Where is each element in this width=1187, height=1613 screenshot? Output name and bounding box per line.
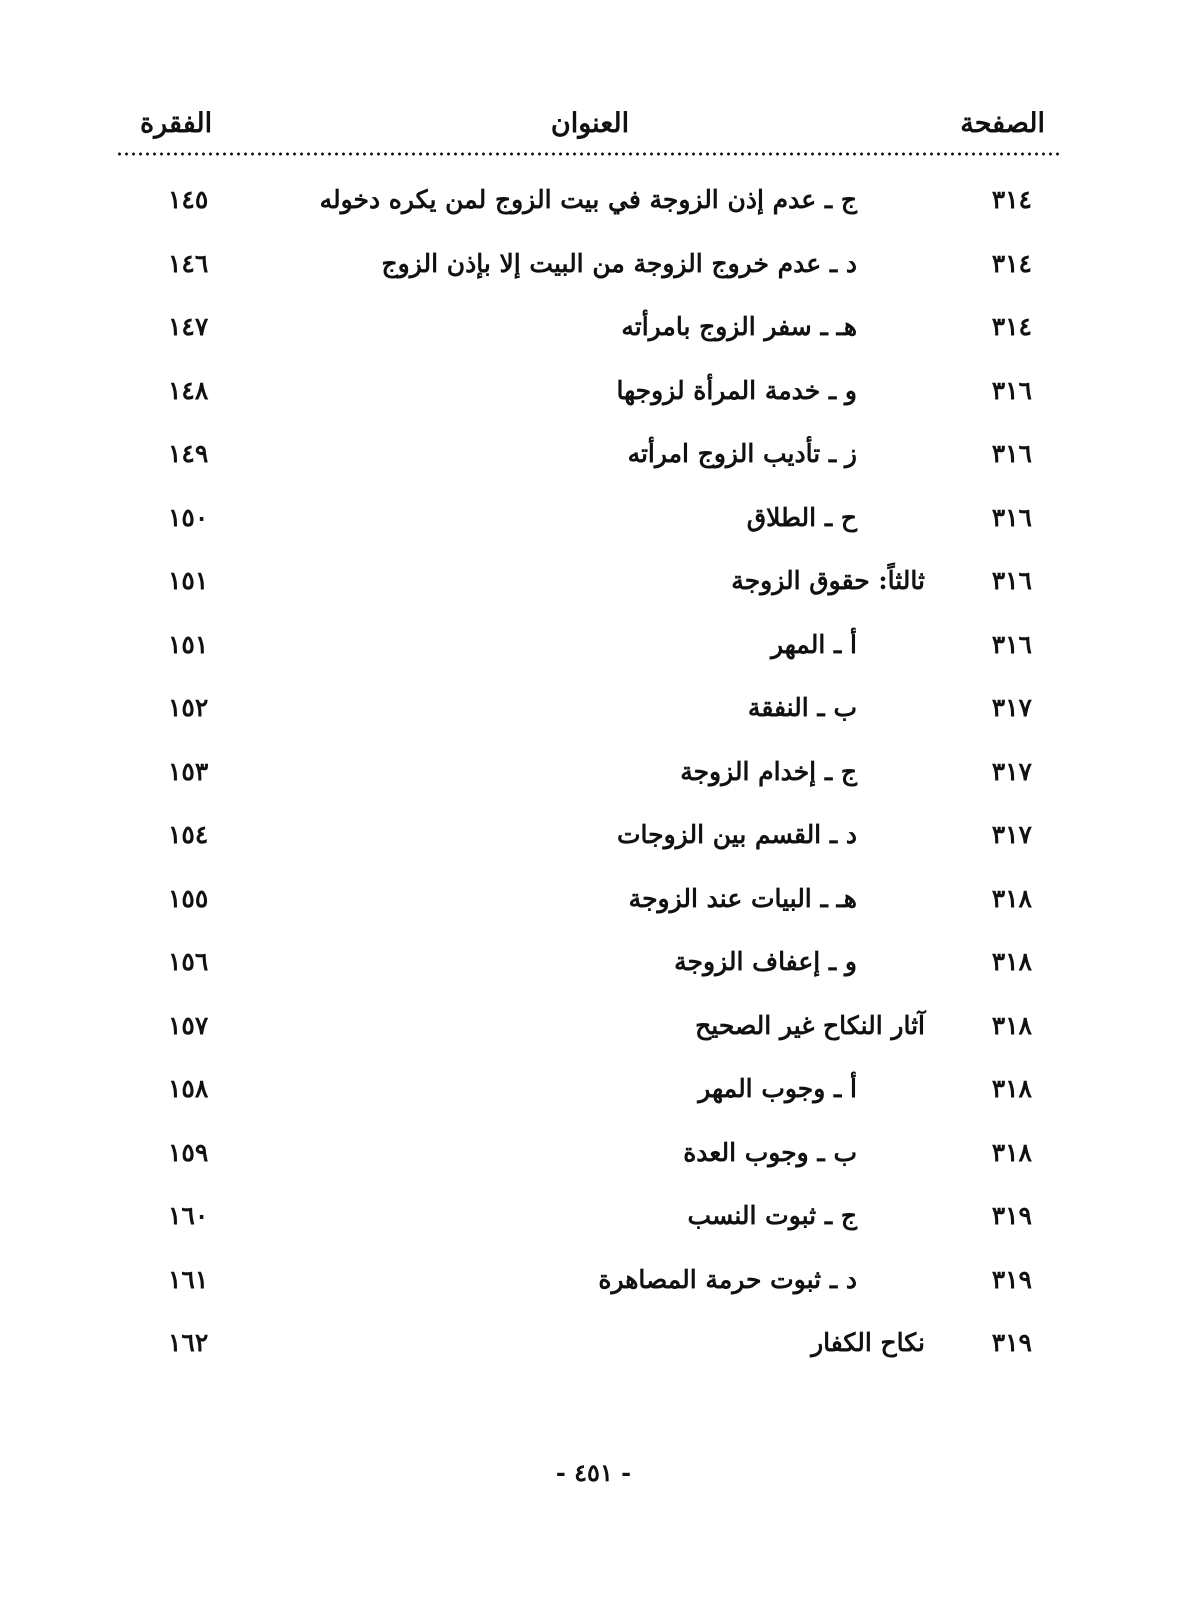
toc-paragraph-number: ١٤٧: [168, 312, 209, 341]
toc-paragraph-number: ١٥٨: [168, 1074, 209, 1103]
toc-paragraph-number: ١٥٧: [168, 1010, 209, 1040]
toc-page-number: ٣١٦: [991, 375, 1032, 405]
toc-page-number: ٣١٧: [991, 756, 1032, 786]
toc-entry-title: د ـ ثبوت حرمة المصاهرة: [598, 1264, 857, 1294]
toc-paragraph-number: ١٥٥: [168, 883, 209, 913]
toc-entry-title: و ـ إعفاف الزوجة: [674, 947, 857, 976]
toc-page-number: ٣١٦: [991, 439, 1032, 468]
toc-row: [0, 503, 1187, 567]
toc-page-number: ٣١٩: [991, 1328, 1032, 1357]
toc-entry-title: آثار النكاح غير الصحيح: [695, 1010, 925, 1040]
toc-entry-title: هـ ـ سفر الزوج بامرأته: [621, 312, 857, 341]
toc-row: [0, 1074, 1187, 1138]
toc-row: [0, 185, 1187, 249]
toc-entry-title: أ ـ وجوب المهر: [698, 1074, 857, 1103]
toc-page-number: ٣١٧: [991, 820, 1032, 849]
toc-row: [0, 630, 1187, 694]
toc-paragraph-number: ١٥٠: [168, 502, 209, 532]
toc-page-number: ٣١٨: [991, 1074, 1032, 1103]
toc-page-number: ٣١٨: [991, 1010, 1032, 1040]
toc-page-number: ٣١٦: [991, 629, 1032, 659]
toc-entry-title: د ـ القسم بين الزوجات: [617, 820, 857, 849]
toc-page-number: ٣١٦: [991, 502, 1032, 532]
toc-paragraph-number: ١٥٦: [168, 947, 209, 976]
toc-paragraph-number: ١٤٩: [168, 439, 209, 468]
toc-row: [0, 947, 1187, 1011]
toc-row: [0, 566, 1187, 630]
toc-row: [0, 884, 1187, 948]
toc-paragraph-number: ١٥٢: [168, 693, 209, 722]
toc-paragraph-number: ١٥٩: [168, 1137, 209, 1167]
toc-paragraph-number: ١٥١: [168, 566, 209, 595]
table-of-contents: [0, 185, 1187, 1392]
toc-page-number: ٣١٨: [991, 947, 1032, 976]
toc-row: [0, 249, 1187, 313]
toc-entry-title: ز ـ تأديب الزوج امرأته: [627, 439, 857, 468]
toc-row: [0, 439, 1187, 503]
toc-row: [0, 376, 1187, 440]
toc-row: [0, 1265, 1187, 1329]
toc-row: [0, 1138, 1187, 1202]
toc-row: [0, 693, 1187, 757]
header-title-label: العنوان: [550, 108, 630, 139]
toc-row: [0, 757, 1187, 821]
header-paragraph-label: الفقرة: [140, 108, 213, 139]
toc-paragraph-number: ١٤٥: [168, 185, 209, 214]
toc-paragraph-number: ١٦١: [168, 1264, 209, 1294]
toc-paragraph-number: ١٤٦: [168, 248, 209, 278]
toc-entry-title: ج ـ إخدام الزوجة: [680, 756, 857, 786]
toc-page-number: ٣١٤: [991, 185, 1032, 214]
toc-entry-title: ب ـ وجوب العدة: [683, 1137, 857, 1167]
toc-row: [0, 312, 1187, 376]
page-number: - ٤٥١ -: [555, 1458, 632, 1487]
toc-entry-title: د ـ عدم خروج الزوجة من البيت إلا بإذن الزوج: [381, 248, 857, 278]
toc-page-number: ٣١٧: [991, 693, 1032, 722]
header-page-label: الصفحة: [960, 108, 1045, 139]
toc-entry-title: ج ـ عدم إذن الزوجة في بيت الزوج لمن يكره دخوله: [319, 185, 857, 214]
toc-page-number: ٣١٤: [991, 312, 1032, 341]
toc-paragraph-number: ١٤٨: [168, 375, 209, 405]
toc-row: [0, 820, 1187, 884]
toc-paragraph-number: ١٦٢: [168, 1328, 209, 1357]
toc-entry-title: ج ـ ثبوت النسب: [687, 1201, 857, 1230]
toc-page-number: ٣١٩: [991, 1264, 1032, 1294]
toc-row: [0, 1011, 1187, 1075]
toc-page-number: ٣١٦: [991, 566, 1032, 595]
toc-row: [0, 1328, 1187, 1392]
toc-entry-title: هـ ـ البيات عند الزوجة: [628, 883, 857, 913]
dotted-separator: [116, 151, 1060, 157]
toc-page-number: ٣١٩: [991, 1201, 1032, 1230]
toc-row: [0, 1201, 1187, 1265]
toc-paragraph-number: ١٥١: [168, 629, 209, 659]
toc-paragraph-number: ١٦٠: [168, 1201, 209, 1230]
toc-page-number: ٣١٨: [991, 883, 1032, 913]
toc-entry-title: نكاح الكفار: [811, 1328, 925, 1357]
toc-entry-title: ثالثاً: حقوق الزوجة: [731, 566, 925, 595]
toc-page-number: ٣١٤: [991, 248, 1032, 278]
toc-paragraph-number: ١٥٣: [168, 756, 209, 786]
toc-entry-title: و ـ خدمة المرأة لزوجها: [616, 375, 857, 405]
toc-page-number: ٣١٨: [991, 1137, 1032, 1167]
toc-entry-title: ب ـ النفقة: [747, 693, 857, 722]
toc-paragraph-number: ١٥٤: [168, 820, 209, 849]
toc-entry-title: أ ـ المهر: [770, 629, 857, 659]
toc-entry-title: ح ـ الطلاق: [746, 502, 857, 532]
